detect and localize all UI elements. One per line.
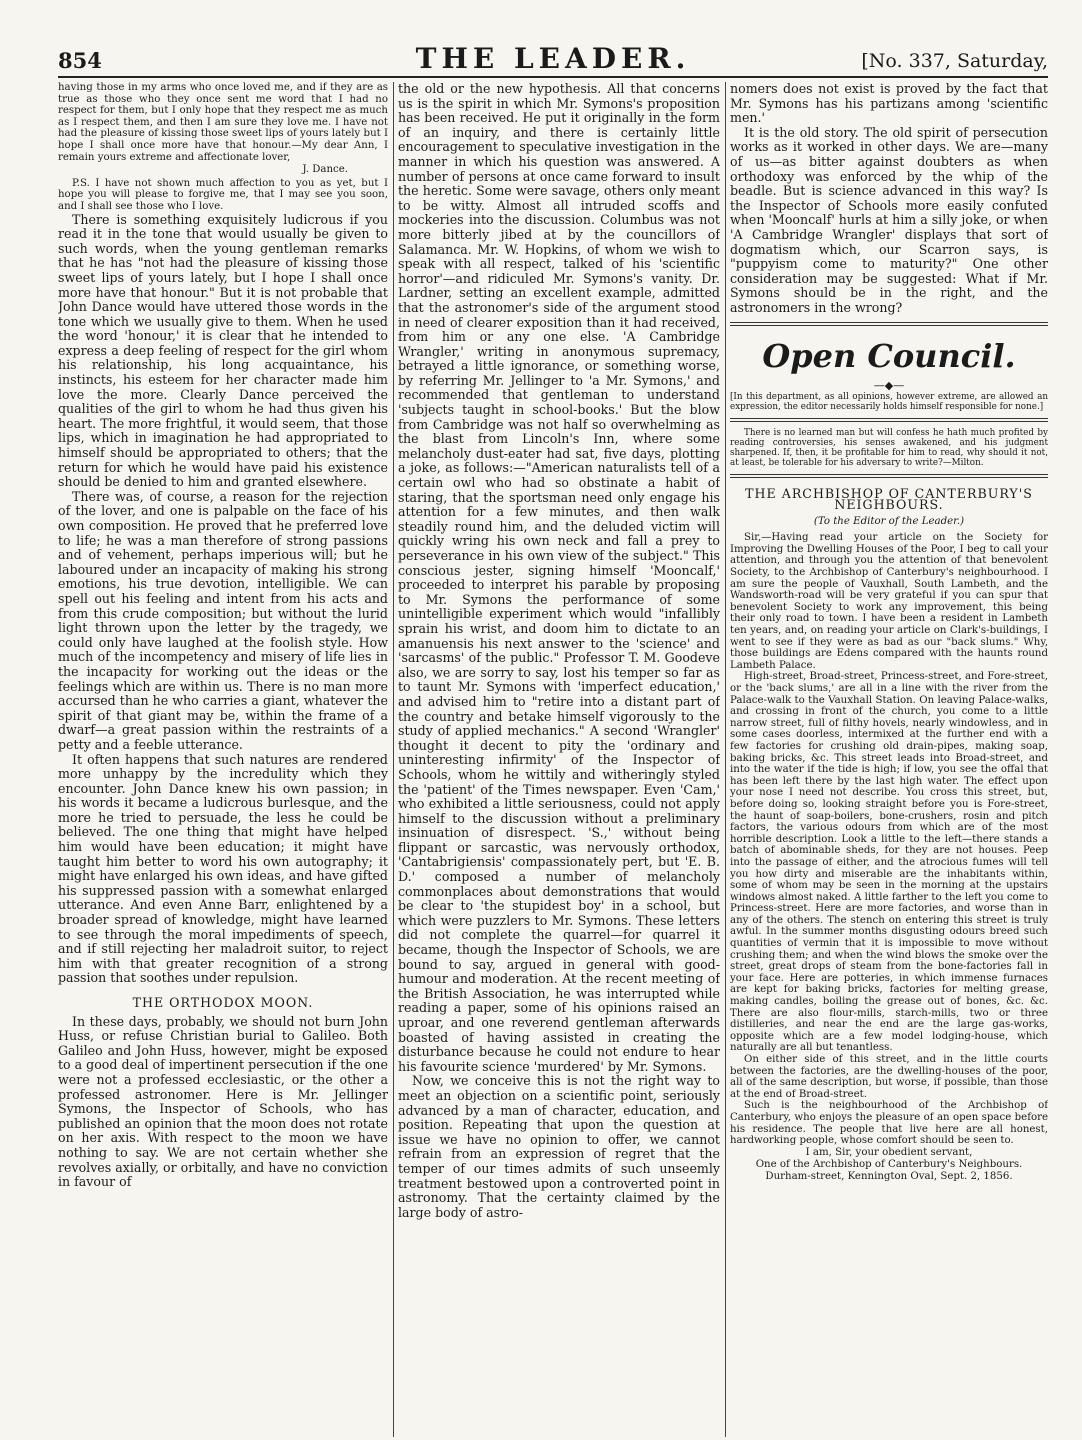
paragraph: It often happens that such natures are rendered more unhappy by the incredulity which they encounter. John Dance knew his own passion; in his words it became a ludicrous burlesque, and the more he tried to persuade, the less he could be believed. The one thing that might have helped him would have been education; it might have taught him better to word his own autography; it might have enlarged his own ideas, and have gifted his suppressed passion with a somewhat enlarged utterance. And even Anne Barr, enlightened by a broader spread of knowledge, might have learned to see through the moral impediments of speech, and if still rejecting her maladroit suitor, to reject him with that greater recognition of a strong passion that soothes under repulsion. [58,751,388,986]
milton-quote: There is no learned man but will confess he hath much profited by reading controversies, his senses awakened, and his judgment sharpened. If, then, it be profitable for him to read, why should it not, at least, be tolerable for his adversary to write?—Milton. [730,427,1048,468]
column-rule [725,82,726,1437]
paragraph: Now, we conceive this is not the right way to meet an objection on a scientific point, seriously advanced by a man of character, education, and position. Repeating that upon the question at issue we have no opinion to offer, we cannot refrain from an expression of regret that the temper of our times admits of such unseemly treatment bestowed upon a controverted point in astronomy. That the certainty claimed by the large body of astro- [398,1073,720,1220]
article-heading: THE ORTHODOX MOON. [132,995,314,1010]
header-rule [58,76,1048,78]
page-header [58,42,1048,74]
letter-closing: I am, Sir, your obedient servant, [805,1146,973,1158]
postscript: P.S. I have not shown much affection to you as yet, but I hope you will please to forgive me, that I may see you soon, and I shall see those who I love. [58,177,388,212]
column-rule [393,82,394,1437]
paragraph: There is something exquisitely ludicrous if you read it in the tone that would usually be given to such words, when the young gentleman remarks that he has "not had the pleasure of kissing those sweet lips of yours lately, but I hope I shall once more have that honour." But it is not probable that John Dance would have uttered those words in the tone which we usually give to them. When he used the word 'honour,' it is clear that he intended to express a deep feeling of respect for the girl whom his relationship, his long acquaintance, his instincts, his esteem for her character made him love the more. Clearly Dance perceived the qualities of the girl to whom he had thus given his heart. The more frightful, it would seem, that those lips, which in imagination he had appropriated to himself should be appropriated to others; that the return for which he would have paid his existence should be denied to him and granted elsewhere. [58,211,388,490]
paragraph: In these days, probably, we should not burn John Huss, or refuse Christian burial to Galileo. Both Galileo and John Huss, however, might be exposed to a good deal of impertinent persecution if the one were not a professed ecclesiastic, or the other a professed astronomer. Here is Mr. Jellinger Symons, the Inspector of Schools, who has published an opinion that the moon does not rotate on her axis. With respect to the moon we have nothing to say. We are not certain whether she revolves axially, or orbitally, and have no conviction in favour of [58,1013,388,1190]
letter-text: having those in my arms who once loved me, and if they are as true as those who they once sent me word that I had no respect for them, but I only hope that they respect me as much as I respect them, and then I am sure they love me. I have not had the pleasure of kissing those sweet lips of yours lately but I hope I shall once more have that honour.—My dear Ann, I remain yours extreme and affectionate lover, [58,82,388,163]
editor-disclaimer: [In this department, as all opinions, however extreme, are allowed an expression, the editor necessarily holds himself responsible for none.] [730,391,1048,412]
letter-paragraph: Such is the neighbourhood of the Archbishop of Canterbury, who enjoys the pleasure of an open space before his residence. The people that live here are all honest, hardworking people, whose comfort should be seen to. [730,1100,1048,1147]
letter-paragraph: Sir,—Having read your article on the Society for Improving the Dwelling Houses of the Poor, I beg to call your attention, and through you the attention of that benevolent Society, to the Archbishop of Canterbury's neighbourhood. I am sure the people of Vauxhall, South Lambeth, and the Wandsworth-road will be very grateful if you can spur that benevolent Society to work any improvement, this being their only road to town. I have been a resident in Lambeth ten years, and, on reading your article on Clark's-buildings, I went to see if they were as bad as our "back slums." Why, those buildings are Edens compared with the haunts round Lambeth Palace. [730,532,1048,671]
ornament-icon: —◆— [873,378,905,392]
paragraph: It is the old story. The old spirit of persecution works as it worked in other days. We are—many of us—as bitter against doubters as when orthodoxy was enforced by the whip of the beadle. But is science advanced in this way? Is the Inspector of Schools more easily confuted when 'Mooncalf' hurls at him a silly joke, or when 'A Cambridge Wrangler' displays that sort of dogmatism which, our Scarron says, is "puppyism come to maturity?" One other consideration may be suggested: What if Mr. Symons should be in the right, and the astronomers in the wrong? [730,124,1048,315]
letter-paragraph: On either side of this street, and in the little courts between the factories, are the dwelling-houses of the poor, all of the same description, but worse, if possible, than those at the end of Broad-street. [730,1054,1048,1100]
letter-paragraph: High-street, Broad-street, Princess-street, and Fore-street, or the 'back slums,' are all in a line with the river from the Palace-walk to the Vauxhall Station. On leaving Palace-walks, and crossing in front of the church, you come to a little narrow street, full of filthy hovels, nearly windowless, and in some cases doorless, intermixed at the further end with a few factories for crushing old drain-pipes, making soap, baking bricks, &c. This street leads into Broad-street, and into the water if the tide is high; if low, you see the offal that has been left there by the last high water. The effect upon your nose I need not describe. You cross this street, but, before doing so, looking straight before you is Fore-street, the haunt of soap-boilers, bone-crushers, rosin and pitch factors, the various odours from which are of the most horrible description. Look a little to the left—there stands a batch of abominable sheds, for they are not houses. Peep into the passage of either, and the atrocious fumes will tell you how dirty and miserable are the inhabitants within, some of whom may be seen in the morning at the upstairs windows almost naked. A little farther to the left you come to Princess-street. Here are more factories, and worse than in any of the others. The stench on entering this street is truly awful. In the summer months disgusting odours breed such quantities of vermin that it is impossible to move without crushing them; and when the wind blows the smoke over the street, great drops of steam from the bone-factories fall in your face. Here are potteries, in which immense furnaces are kept for baking bricks, factories for melting grease, making candles, boiling the grease out of bones, &c. &c. There are also flour-mills, starch-mills, two or three distilleries, and near the end are the large gas-works, opposite which are a few model lodging-house, which naturally are all but tenantless. [730,671,1048,1054]
paragraph: the old or the new hypothesis. All that concerns us is the spirit in which Mr. Symons's proposition has been received. He put it originally in the form of an inquiry, and there is certainly little encouragement to speculative investigation in the manner in which his question was answered. A number of persons at once came forward to insult the heretic. Some were savage, others only meant to be witty. Almost all intruded scoffs and mockeries into the discussion. Columbus was not more bitterly jibed at by the councillors of Salamanca. Mr. W. Hopkins, of whom we wish to speak with all respect, talked of his 'scientific horror'—and ridiculed Mr. Symons's vanity. Dr. Lardner, setting an excellent example, admitted that the astronomer's side of the argument stood in need of clearer exposition than it had received, from him or any one else. 'A Cambridge Wrangler,' writing in anonymous supremacy, betrayed a little ignorance, or something worse, by referring Mr. Jellinger to 'a Mr. Symons,' and recommended that gentleman to understand 'subjects taught in school-books.' But the blow from Cambridge was not half so overwhelming as the blast from Lincoln's Inn, where some melancholy dust-eater had sat, five days, plotting a joke, as follows:—"American naturalists tell of a certain owl who had so obstinate a habit of staring, that the sportsman need only engage his attention for a few minutes, and then walk steadily round him, and the deluded victim will quickly wring his own neck and fall a prey to perseverance in his own view of the subject." This conscious jester, signing himself 'Mooncalf,' proceeded to interpret his parable by proposing to Mr. Symons the performance of some unintelligible experiment which would "infallibly sprain his wrist, and doom him to dictate to an amanuensis his next answer to the 'science' and 'sarcasms' of the public." Professor T. M. Goodeve also, we are sorry to say, lost his temper so far as to taunt Mr. Symons with 'imperfect education,' and advised him to "retire into a distant part of the country and betake himself vigorously to the study of applied mechanics." A second 'Wrangler' thought it decent to pity the 'ordinary and uninteresting infirmity' of the Inspector of Schools, whom he wittily and witheringly styled the 'patient' of the Times newspaper. Even 'Cam,' who exhibited a little seriousness, could not apply himself to the discussion without a preliminary insinuation of disrespect. 'S.,' without being flippant or sarcastic, was nervously orthodox, 'Cantabrigiensis' compassionately pert, but 'E. B. D.' composed a number of melancholy commonplaces about demonstrations that would be clear to 'the stupidest boy' in a school, but which were puzzlers to Mr. Symons. These letters did not complete the quarrel—for quarrel it became, though the Inspector of Schools, we are bound to say, argued in general with good-humour and moderation. At the recent meeting of the British Association, he was interrupted while reading a paper, some of his opinions raised an uproar, and one reverend gentleman afterwards boasted of having assisted in creating the disturbance because he could not endure to hear his favourite science 'murdered' by Mr. Symons. [398,82,720,1074]
section-rule [730,322,1048,326]
column-3 [730,82,1048,1437]
paragraph: There was, of course, a reason for the rejection of the lover, and one is palpable on the face of his own composition. He proved that he preferred love to life; he was a man therefore of strong passions and of vehement, perhaps imperious will; but he laboured under an incapacity of making his strong emotions, his true devotion, intelligible. We can spell out his feeling and intent from his acts and from this crude composition; but without the lurid light thrown upon the letter by the tragedy, we could only have laughed at the foolish style. How much of the incompetency and misery of life lies in the incapacity for working out the ideas or the feelings which are within us. There is no man more accursed than he who carries a giant, whatever the spirit of that giant may be, within the frame of a dwarf—a great passion within the restraints of a petty and a feeble utterance. [58,488,388,752]
issue-label: [No. 337, Saturday, [861,50,1048,72]
paragraph: nomers does not exist is proved by the fact that Mr. Symons has his partizans among 'scientific men.' [730,82,1048,126]
column-1 [58,82,388,1437]
letter-subheading: (To the Editor of the Leader.) [813,515,965,527]
letter-address: Durham-street, Kennington Oval, Sept. 2, 1856. [765,1170,1013,1182]
letter-signer: One of the Archbishop of Canterbury's Neighbours. [755,1158,1023,1170]
section-title: Open Council. [762,336,1016,375]
letter-signature: J. Dance. [302,164,348,176]
section-rule [730,418,1048,422]
masthead: THE LEADER. [415,42,691,75]
section-rule [730,474,1048,478]
letter-heading: THE ARCHBISHOP OF CANTERBURY'S NEIGHBOURS. [745,485,1033,513]
page-number: 854 [58,48,102,73]
column-2 [398,82,720,1437]
